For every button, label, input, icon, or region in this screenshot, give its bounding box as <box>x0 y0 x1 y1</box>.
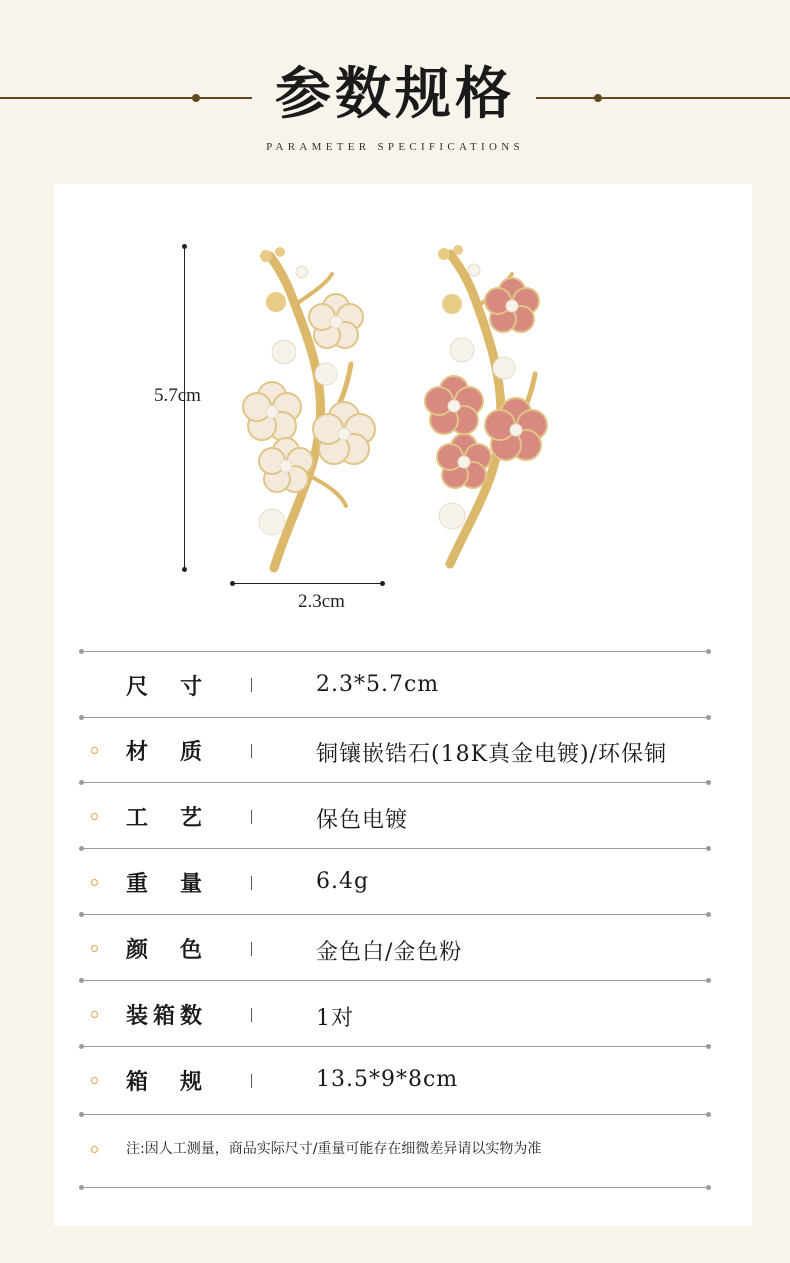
spec-value-material: 铜镶嵌锆石(18K真金电镀)/环保铜 <box>316 742 668 767</box>
bullet-icon <box>91 1146 98 1153</box>
spec-label-packing-quantity: 装箱数 <box>126 1003 202 1029</box>
divider-dot <box>79 780 84 785</box>
spec-value-craft: 保色电镀 <box>316 808 409 833</box>
height-label: 5.7cm <box>154 385 201 406</box>
spec-value-packing-quantity: 1对 <box>316 1006 354 1031</box>
spec-label-box-size: 箱规 <box>126 1069 202 1095</box>
divider-dot <box>79 1044 84 1049</box>
bullet-icon <box>91 747 98 754</box>
width-dimension-left-dot <box>230 581 235 586</box>
spec-label-craft: 工艺 <box>126 805 202 831</box>
page-subtitle: PARAMETER SPECIFICATIONS <box>266 141 524 153</box>
width-dimension-right-dot <box>380 581 385 586</box>
bullet-icon <box>91 879 98 886</box>
height-dimension-top-dot <box>182 244 187 249</box>
divider-dot <box>79 978 84 983</box>
row-divider <box>82 980 708 981</box>
brooch-pink-image <box>420 244 570 574</box>
divider-dot <box>706 978 711 983</box>
divider-dot <box>79 1112 84 1117</box>
width-dimension-line <box>232 583 382 584</box>
spec-separator <box>251 744 252 758</box>
divider-dot <box>79 715 84 720</box>
spec-label-weight: 重量 <box>126 871 202 897</box>
row-divider <box>82 782 708 783</box>
divider-dot <box>706 1185 711 1190</box>
spec-separator <box>251 678 252 692</box>
row-divider <box>82 1187 708 1188</box>
spec-value-weight: 6.4g <box>316 869 370 894</box>
spec-label-material: 材质 <box>126 739 202 765</box>
divider-dot <box>79 649 84 654</box>
divider-dot <box>706 649 711 654</box>
row-divider <box>82 848 708 849</box>
divider-dot <box>706 846 711 851</box>
bullet-icon <box>91 813 98 820</box>
row-divider <box>82 1046 708 1047</box>
row-divider <box>82 651 708 652</box>
height-dimension-line <box>184 246 185 570</box>
spec-label-size: 尺寸 <box>126 674 202 700</box>
spec-label-color: 颜色 <box>126 937 202 963</box>
measurement-note: 注:因人工测量，商品实际尺寸/重量可能存在细微差异请以实物为准 <box>126 1141 542 1157</box>
page-title: 参数规格 <box>275 61 515 127</box>
width-label: 2.3cm <box>298 591 345 612</box>
spec-value-size: 2.3*5.7cm <box>316 672 440 697</box>
divider-dot <box>706 715 711 720</box>
bullet-icon <box>91 1077 98 1084</box>
row-divider <box>82 1114 708 1115</box>
bullet-icon <box>91 945 98 952</box>
row-divider <box>82 914 708 915</box>
spec-separator <box>251 876 252 890</box>
spec-separator <box>251 810 252 824</box>
divider-dot <box>706 1112 711 1117</box>
divider-dot <box>706 912 711 917</box>
brooch-white-image <box>236 244 386 574</box>
divider-dot <box>79 912 84 917</box>
spec-separator <box>251 942 252 956</box>
spec-separator <box>251 1008 252 1022</box>
height-dimension-bottom-dot <box>182 567 187 572</box>
spec-value-box-size: 13.5*9*8cm <box>316 1067 459 1092</box>
row-divider <box>82 717 708 718</box>
spec-separator <box>251 1074 252 1088</box>
divider-dot <box>79 846 84 851</box>
divider-dot <box>706 1044 711 1049</box>
divider-dot <box>79 1185 84 1190</box>
divider-dot <box>706 780 711 785</box>
spec-value-color: 金色白/金色粉 <box>316 940 463 965</box>
bullet-icon <box>91 1011 98 1018</box>
